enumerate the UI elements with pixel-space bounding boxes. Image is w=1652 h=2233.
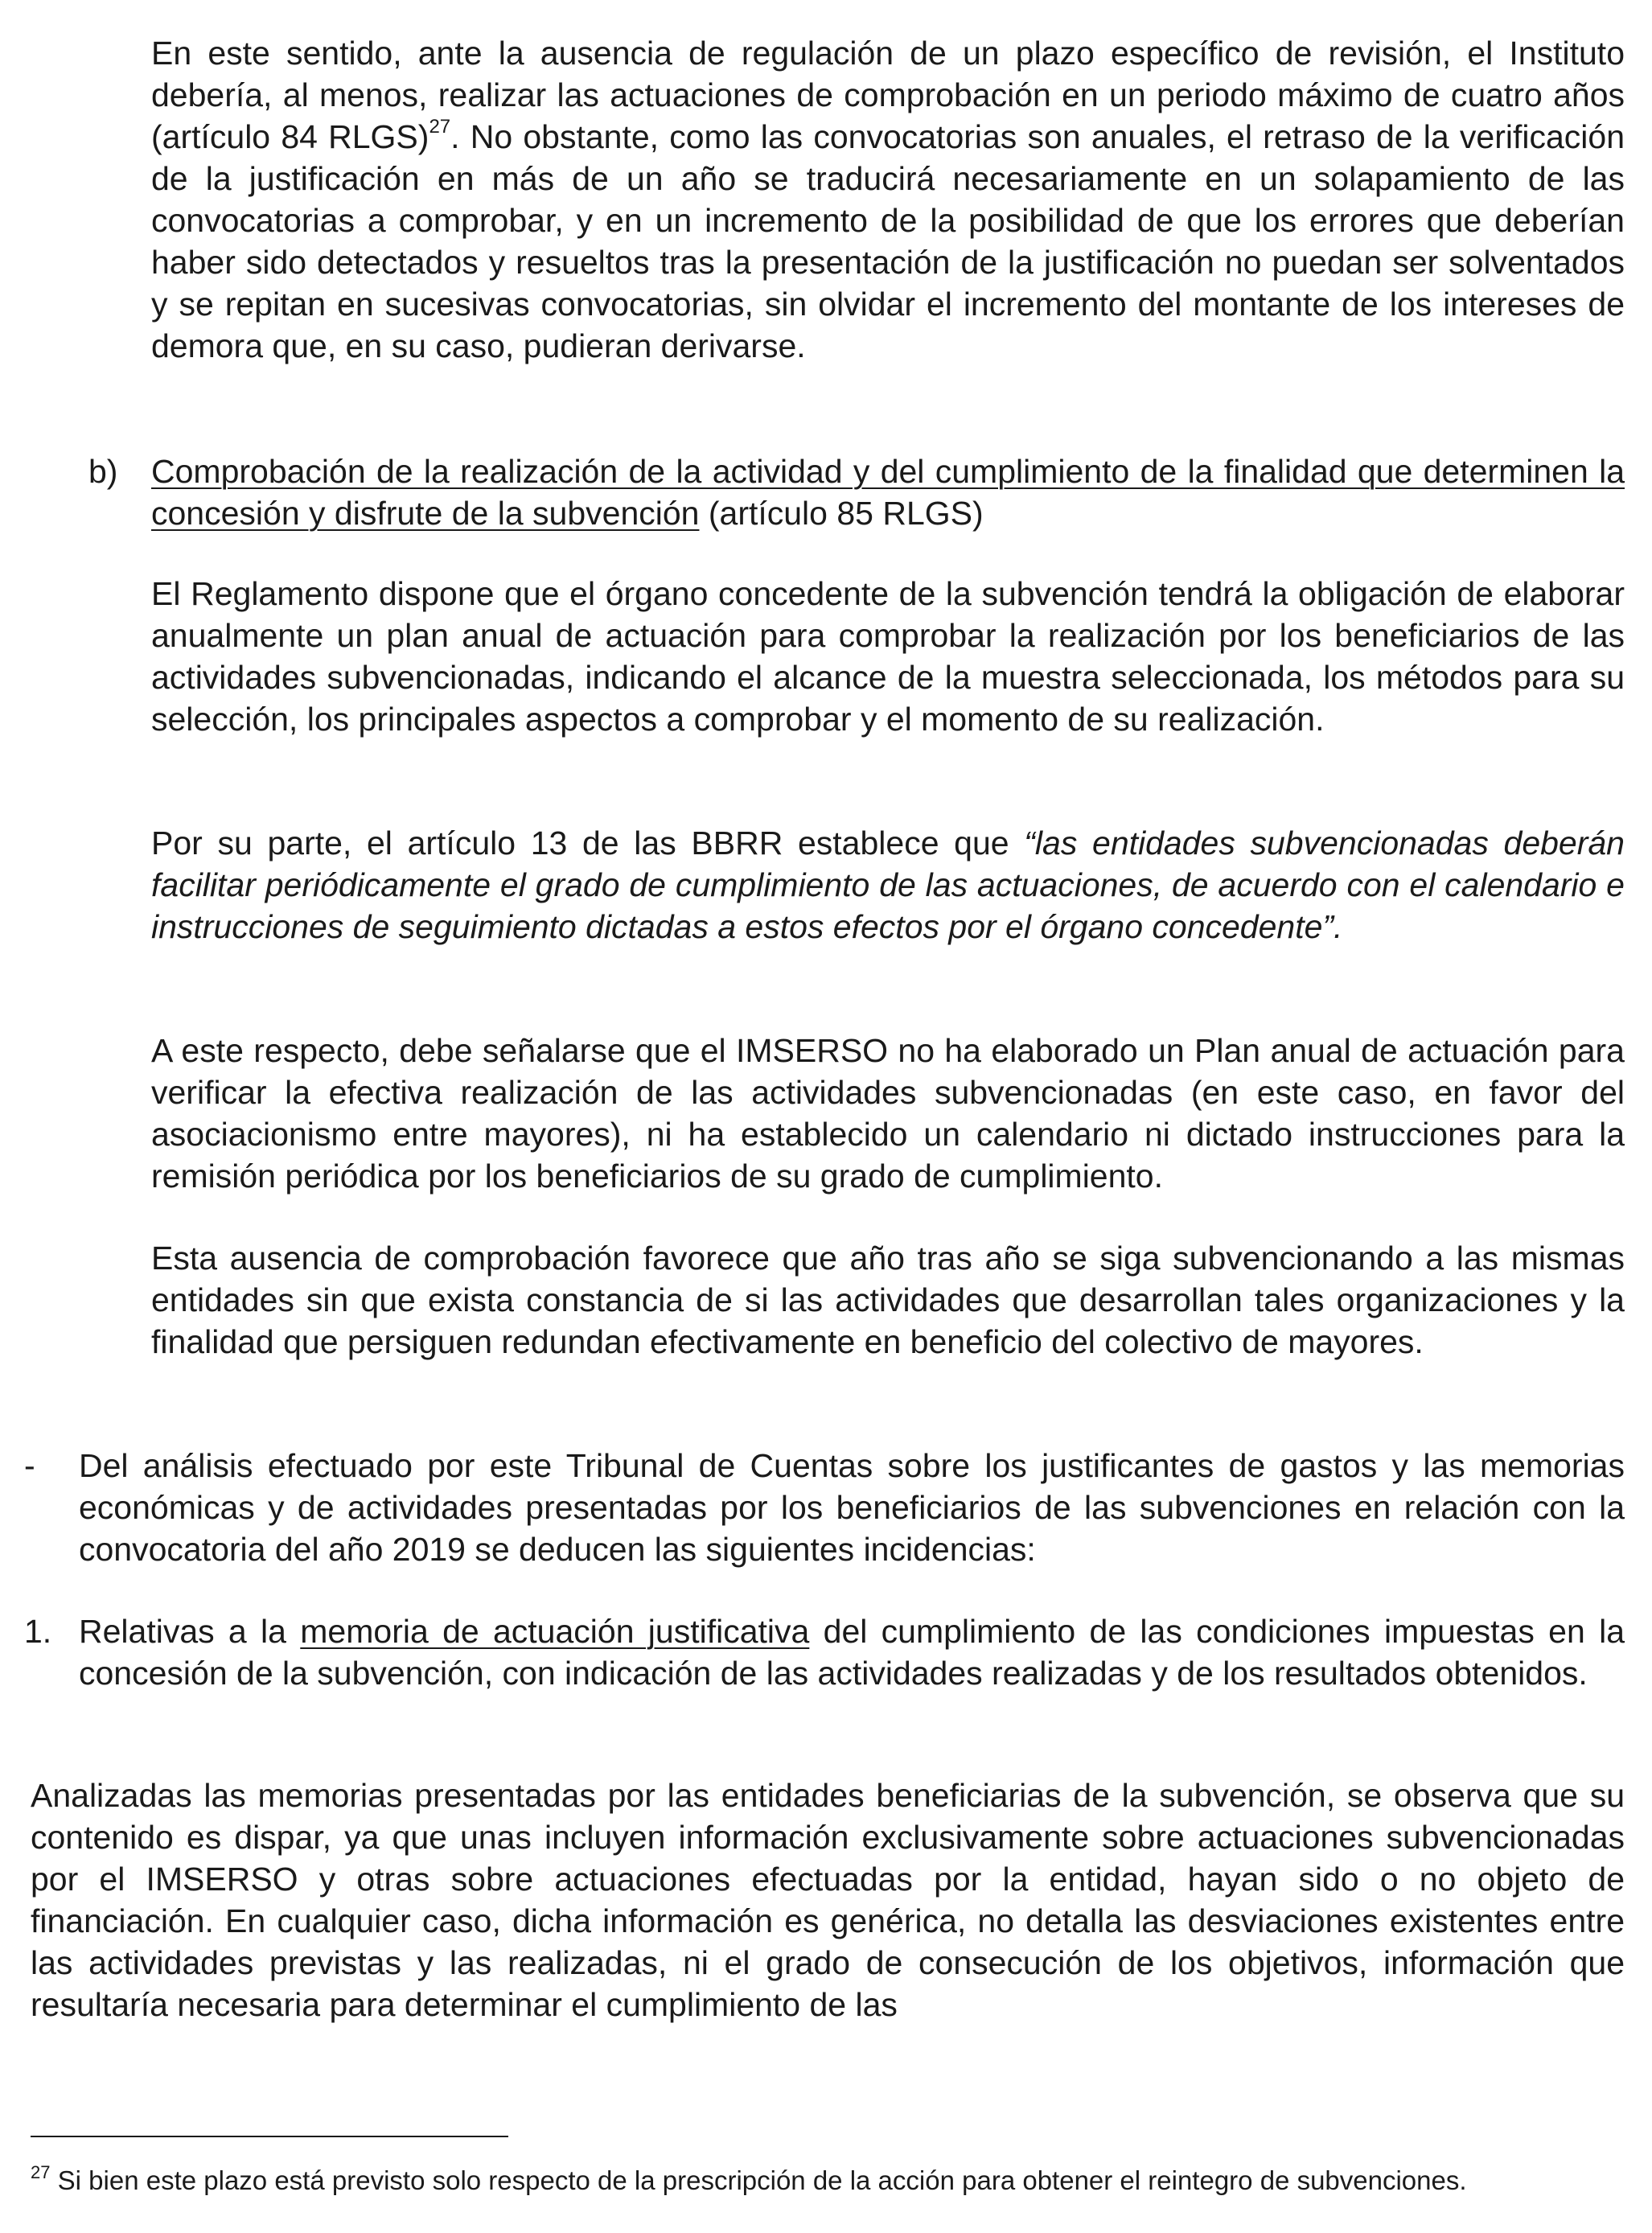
footnote-reference[interactable]: 27: [429, 116, 451, 138]
paragraph-text: Por su parte, el artículo 13 de las BBRR establece que: [151, 825, 1025, 862]
underlined-term: memoria de actuación justificativa: [300, 1613, 810, 1650]
paragraph-text: del cumplimiento de las condiciones impuestas en la concesión de la subvención, con indicación de las actividades realizadas y de los resultados obtenidos.: [79, 1613, 1625, 1692]
paragraph-articulo-13: [151, 822, 1625, 948]
section-heading-rest: (artículo 85 RLGS): [699, 495, 984, 532]
paragraph-reglamento: El Reglamento dispone que el órgano concedente de la subvención tendrá la obligación de elaborar anualmente un plan anual de actuación para comprobar la realización por los beneficiarios de las actividades subvencionadas, indicando el alcance de la muestra seleccionada, los métodos para su selección, los principales aspectos a comprobar y el momento de su realización.: [151, 575, 1625, 738]
paragraph-text: En este sentido, ante la ausencia de regulación de un plazo específico de revisión, el Instituto debería, al menos, realizar las actuaciones de comprobación en un periodo máximo de cuatro años (artículo 84 RLGS): [151, 35, 1625, 155]
paragraph-plazo-revision: [151, 32, 1625, 367]
paragraph-ausencia-comprobacion: Esta ausencia de comprobación favorece que año tras año se siga subvencionando a las mismas entidades sin que exista constancia de si las actividades que desarrollan tales organizaciones y la finalidad que persiguen redundan efectivamente en beneficio del colectivo de mayores.: [151, 1240, 1625, 1360]
footnote-text: Si bien este plazo está previsto solo respecto de la prescripción de la acción para obtener el reintegro de subvenciones.: [50, 2165, 1467, 2195]
paragraph-memoria-actuacion: [79, 1610, 1625, 1694]
paragraph-text: Relativas a la: [79, 1613, 301, 1650]
list-marker-1: 1.: [24, 1613, 52, 1650]
paragraph-imserso-plan: A este respecto, debe señalarse que el IMSERSO no ha elaborado un Plan anual de actuación para verificar la efectiva realización de las actividades subvencionadas (en este caso, en favor del asociacionismo entre mayores), ni ha establecido un calendario ni dictado instrucciones para la remisión periódica por los beneficiarios de su grado de cumplimiento.: [151, 1032, 1625, 1195]
section-heading-b: [151, 450, 1625, 534]
quoted-text: “las entidades subvencionadas deberán facilitar periódicamente el grado de cumplimiento de las actuaciones, de acuerdo con el calendario e instrucciones de seguimiento dictadas a estos efectos por el órgano concedente”.: [151, 825, 1625, 945]
section-heading-underlined: Comprobación de la realización de la actividad y del cumplimiento de la finalidad que determinen la concesión y disfrute de la subvención: [151, 453, 1625, 532]
paragraph-memorias-analizadas: Analizadas las memorias presentadas por las entidades beneficiarias de la subvención, se observa que su contenido es dispar, ya que unas incluyen información exclusivamente sobre actuaciones subvencionadas por el IMSERSO y otras sobre actuaciones efectuadas por la entidad, hayan sido o no objeto de financiación. En cualquier caso, dicha información es genérica, no detalla las desviaciones existentes entre las actividades previstas y las realizadas, ni el grado de consecución de los objetivos, información que resultaría necesaria para determinar el cumplimiento de las: [31, 1777, 1625, 2023]
paragraph-analisis-tribunal: Del análisis efectuado por este Tribunal de Cuentas sobre los justificantes de gastos y las memorias económicas y de actividades presentadas por los beneficiarios de las subvenciones en relación con la convocatoria del año 2019 se deducen las siguientes incidencias:: [79, 1447, 1625, 1568]
paragraph-text: . No obstante, como las convocatorias son anuales, el retraso de la verificación de la justificación en más de un año se traducirá necesariamente en un solapamiento de las convocatorias a comprobar, y en un incremento de la posibilidad de que los errores que deberían haber sido detectados y resueltos tras la presentación de la justificación no puedan ser solventados y se repitan en sucesivas convocatorias, sin olvidar el incremento del montante de los intereses de demora que, en su caso, pudieran derivarse.: [151, 118, 1625, 364]
footnote-separator: [31, 2136, 508, 2137]
footnote-number: 27: [31, 2162, 51, 2182]
footnote-27: [31, 2164, 1631, 2198]
list-marker-b: b): [88, 453, 118, 490]
list-marker-dash: -: [24, 1447, 35, 1484]
